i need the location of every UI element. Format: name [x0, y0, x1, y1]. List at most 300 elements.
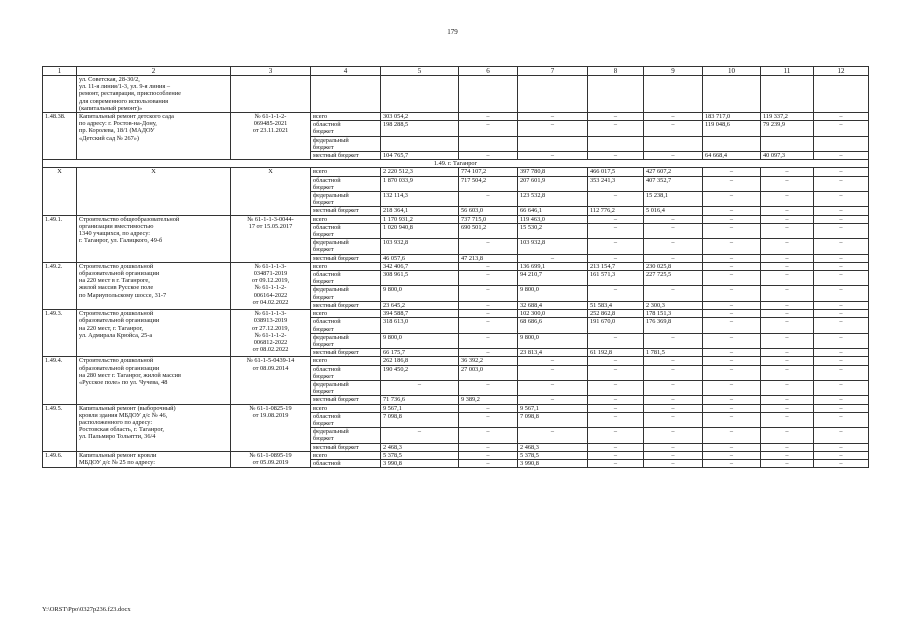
amount-cell: –	[703, 254, 761, 262]
amount-cell: –	[644, 215, 703, 223]
amount-cell: 27 003,0	[459, 365, 518, 380]
funding-source-cell: всего	[311, 168, 381, 176]
amount-cell: 2 468,3	[381, 443, 459, 451]
amount-cell: 46 057,6	[381, 254, 459, 262]
amount-cell: 66 646,1	[518, 207, 588, 215]
object-name-cell: Х	[77, 168, 231, 215]
amount-cell: 717 504,2	[459, 176, 518, 191]
amount-cell: –	[588, 239, 644, 254]
amount-cell: –	[814, 152, 869, 160]
amount-cell: –	[588, 443, 644, 451]
amount-cell: 262 186,8	[381, 357, 459, 365]
amount-cell: 40 097,3	[761, 152, 814, 160]
amount-cell: 5 016,4	[644, 207, 703, 215]
amount-cell: 7 098,8	[381, 412, 459, 427]
amount-cell: 218 364,1	[381, 207, 459, 215]
amount-cell: –	[761, 207, 814, 215]
table-cell	[311, 76, 381, 113]
amount-cell: –	[814, 333, 869, 348]
amount-cell: 136 699,1	[518, 262, 588, 270]
amount-cell: –	[761, 333, 814, 348]
object-name-cell: Капитальный ремонт кровли МБДОУ д/с № 25 по адресу:	[77, 451, 231, 467]
amount-cell: –	[814, 239, 869, 254]
amount-cell: –	[814, 459, 869, 467]
document-ref-cell: № 61-1-1-3-0044- 17 от 15.05.2017	[231, 215, 311, 262]
amount-cell: –	[644, 404, 703, 412]
amount-cell: –	[459, 428, 518, 443]
amount-cell: 32 688,4	[518, 301, 588, 309]
group-header-row	[43, 160, 869, 168]
table-cell	[518, 76, 588, 113]
funding-source-cell: местный бюджет	[311, 301, 381, 309]
amount-cell: –	[814, 271, 869, 286]
funding-source-cell: областной бюджет	[311, 365, 381, 380]
amount-cell: 103 932,8	[518, 239, 588, 254]
amount-cell: 407 352,7	[644, 176, 703, 191]
amount-cell: –	[761, 223, 814, 238]
table-cell	[588, 76, 644, 113]
amount-cell: –	[588, 254, 644, 262]
table-row	[43, 215, 869, 223]
amount-cell: 230 025,8	[644, 262, 703, 270]
amount-cell: 191 670,0	[588, 318, 644, 333]
amount-cell: 15 530,2	[518, 223, 588, 238]
funding-source-cell: всего	[311, 215, 381, 223]
amount-cell: –	[459, 380, 518, 395]
amount-cell: –	[644, 152, 703, 160]
item-number: 1.49.5.	[43, 404, 77, 451]
amount-cell: –	[588, 223, 644, 238]
amount-cell	[761, 136, 814, 151]
table-row	[43, 168, 869, 176]
funding-source-cell: всего	[311, 113, 381, 121]
amount-cell: –	[814, 443, 869, 451]
amount-cell: 23 645,2	[381, 301, 459, 309]
funding-source-cell: всего	[311, 262, 381, 270]
amount-cell: –	[644, 357, 703, 365]
document-ref-cell: Х	[231, 168, 311, 215]
amount-cell: –	[518, 365, 588, 380]
column-number-cell: 8	[588, 67, 644, 76]
object-name-cell: Строительство общеобразовательной организации вместимостью 1340 учащихся, по адресу: г. Таганрог, ул. Галицкого, 49-б	[77, 215, 231, 262]
amount-cell: –	[703, 223, 761, 238]
amount-cell: –	[814, 349, 869, 357]
amount-cell: –	[459, 121, 518, 136]
funding-source-cell: местный бюджет	[311, 254, 381, 262]
amount-cell: –	[588, 380, 644, 395]
group-title: 1.49. г. Таганрог	[43, 160, 869, 168]
amount-cell: 183 717,0	[703, 113, 761, 121]
amount-cell: –	[703, 365, 761, 380]
amount-cell: 252 862,8	[588, 310, 644, 318]
amount-cell: –	[459, 271, 518, 286]
amount-cell: –	[761, 357, 814, 365]
funding-source-cell: местный бюджет	[311, 396, 381, 404]
amount-cell: 397 780,8	[518, 168, 588, 176]
amount-cell: –	[459, 333, 518, 348]
amount-cell: –	[703, 380, 761, 395]
item-number: 1.49.2.	[43, 262, 77, 309]
amount-cell: 198 288,5	[381, 121, 459, 136]
amount-cell: 9 800,0	[381, 333, 459, 348]
amount-cell: –	[703, 310, 761, 318]
amount-cell: 3 990,8	[381, 459, 459, 467]
amount-cell: –	[761, 443, 814, 451]
amount-cell: –	[703, 349, 761, 357]
amount-cell: –	[518, 428, 588, 443]
funding-source-cell: всего	[311, 310, 381, 318]
amount-cell: –	[459, 443, 518, 451]
amount-cell: –	[459, 152, 518, 160]
amount-cell: –	[703, 271, 761, 286]
amount-cell: –	[644, 113, 703, 121]
amount-cell: –	[703, 412, 761, 427]
funding-source-cell: областной бюджет	[311, 271, 381, 286]
amount-cell: 1 020 940,8	[381, 223, 459, 238]
funding-source-cell: местный бюджет	[311, 207, 381, 215]
document-ref-cell: № 61-1-1-3- 034871-2019 от 09.12.2019, № 61-1-1-2- 006164-2022 от 04.02.2022	[231, 262, 311, 309]
amount-cell: –	[703, 318, 761, 333]
amount-cell: –	[644, 286, 703, 301]
amount-cell: –	[459, 301, 518, 309]
amount-cell: –	[703, 459, 761, 467]
amount-cell: –	[381, 428, 459, 443]
amount-cell: –	[644, 451, 703, 459]
amount-cell: –	[459, 412, 518, 427]
amount-cell: –	[588, 428, 644, 443]
amount-cell: –	[761, 349, 814, 357]
funding-source-cell: всего	[311, 404, 381, 412]
object-name-cell: Строительство дошкольной образовательной организации на 280 мест г. Таганрог, жилой массив «Русское поле» по ул. Чучева, 48	[77, 357, 231, 404]
amount-cell: –	[381, 380, 459, 395]
amount-cell: 64 668,4	[703, 152, 761, 160]
amount-cell: –	[703, 286, 761, 301]
amount-cell: –	[459, 310, 518, 318]
amount-cell: –	[814, 192, 869, 207]
object-name-cell: Капитальный ремонт (выборочный) кровли здания МБДОУ д/с № 46, расположенного по адресу: Ростовская область, г. Таганрог, ул. Пальмиро Тольятти, 36/4	[77, 404, 231, 451]
amount-cell: –	[761, 459, 814, 467]
document-ref-cell: № 61-1-0895-19 от 05.09.2019	[231, 451, 311, 467]
amount-cell: 3 990,8	[518, 459, 588, 467]
amount-cell: 9 800,0	[518, 333, 588, 348]
amount-cell: 466 017,5	[588, 168, 644, 176]
amount-cell: 119 337,2	[761, 113, 814, 121]
amount-cell: 318 613,0	[381, 318, 459, 333]
amount-cell: –	[644, 459, 703, 467]
amount-cell: –	[761, 404, 814, 412]
amount-cell: –	[814, 357, 869, 365]
amount-cell: –	[518, 254, 588, 262]
amount-cell: –	[814, 310, 869, 318]
amount-cell: 51 583,4	[588, 301, 644, 309]
amount-cell: –	[761, 365, 814, 380]
amount-cell	[588, 136, 644, 151]
amount-cell: –	[814, 254, 869, 262]
amount-cell: –	[459, 451, 518, 459]
funding-source-cell: местный бюджет	[311, 152, 381, 160]
amount-cell: –	[814, 301, 869, 309]
amount-cell: 227 725,5	[644, 271, 703, 286]
table-cell	[703, 76, 761, 113]
amount-cell: –	[459, 404, 518, 412]
column-number-cell: 11	[761, 67, 814, 76]
amount-cell: –	[644, 239, 703, 254]
item-number: 1.49.4.	[43, 357, 77, 404]
amount-cell: 213 154,7	[588, 262, 644, 270]
amount-cell: 5 378,5	[518, 451, 588, 459]
amount-cell: –	[703, 239, 761, 254]
amount-cell	[814, 136, 869, 151]
amount-cell: –	[459, 318, 518, 333]
table-row	[43, 76, 869, 113]
amount-cell: 61 192,8	[588, 349, 644, 357]
amount-cell: 9 567,1	[381, 404, 459, 412]
amount-cell: –	[814, 113, 869, 121]
amount-cell: 94 210,7	[518, 271, 588, 286]
amount-cell: –	[588, 192, 644, 207]
amount-cell: –	[703, 215, 761, 223]
amount-cell: –	[703, 404, 761, 412]
amount-cell: 132 114,3	[381, 192, 459, 207]
amount-cell: –	[703, 176, 761, 191]
column-number-cell: 1	[43, 67, 77, 76]
amount-cell: –	[518, 113, 588, 121]
funding-source-cell: областной бюджет	[311, 223, 381, 238]
column-number-cell: 5	[381, 67, 459, 76]
amount-cell: –	[814, 215, 869, 223]
table-row	[43, 113, 869, 121]
amount-cell: 353 241,3	[588, 176, 644, 191]
funding-source-cell: областной бюджет	[311, 412, 381, 427]
table-cell	[381, 76, 459, 113]
amount-cell: 308 961,5	[381, 271, 459, 286]
amount-cell: –	[518, 380, 588, 395]
amount-cell: –	[644, 428, 703, 443]
amount-cell: 9 800,0	[518, 286, 588, 301]
amount-cell: –	[703, 428, 761, 443]
amount-cell	[518, 136, 588, 151]
amount-cell: 9 800,0	[381, 286, 459, 301]
column-number-row	[43, 67, 869, 76]
amount-cell	[459, 136, 518, 151]
amount-cell: –	[459, 286, 518, 301]
amount-cell: –	[814, 286, 869, 301]
amount-cell: –	[814, 365, 869, 380]
amount-cell: 36 392,2	[459, 357, 518, 365]
funding-source-cell: федеральный бюджет	[311, 428, 381, 443]
amount-cell: –	[814, 207, 869, 215]
amount-cell: –	[761, 168, 814, 176]
amount-cell: –	[761, 262, 814, 270]
amount-cell: –	[761, 318, 814, 333]
amount-cell: –	[644, 443, 703, 451]
object-name-cell: Строительство дошкольной образовательной организации на 220 мест, г. Таганрог, ул. Адмирала Крюйса, 25-а	[77, 310, 231, 357]
document-ref-cell: № 61-1-0825-19 от 19.08.2019	[231, 404, 311, 451]
amount-cell: 68 686,6	[518, 318, 588, 333]
column-number-cell: 3	[231, 67, 311, 76]
funding-source-cell: областной бюджет	[311, 176, 381, 191]
amount-cell: –	[761, 380, 814, 395]
table-row	[43, 262, 869, 270]
funding-source-cell: местный бюджет	[311, 443, 381, 451]
column-number-cell: 2	[77, 67, 231, 76]
amount-cell: 71 736,6	[381, 396, 459, 404]
amount-cell	[644, 136, 703, 151]
amount-cell: 119 048,6	[703, 121, 761, 136]
amount-cell: –	[588, 215, 644, 223]
amount-cell: 15 238,1	[644, 192, 703, 207]
amount-cell: 1 170 931,2	[381, 215, 459, 223]
amount-cell: –	[588, 286, 644, 301]
amount-cell: –	[588, 121, 644, 136]
amount-cell: –	[588, 357, 644, 365]
amount-cell: –	[459, 239, 518, 254]
funding-source-cell: местный бюджет	[311, 349, 381, 357]
amount-cell: –	[814, 168, 869, 176]
item-number: Х	[43, 168, 77, 215]
amount-cell: –	[703, 333, 761, 348]
amount-cell: –	[644, 254, 703, 262]
amount-cell: –	[588, 451, 644, 459]
document-ref-cell: № 61-1-1-3- 038913-2019 от 27.12.2019, № 61-1-1-2- 006812-2022 от 08.02.2022	[231, 310, 311, 357]
table-cell	[814, 76, 869, 113]
item-number: 1.49.1.	[43, 215, 77, 262]
funding-source-cell: федеральный бюджет	[311, 286, 381, 301]
amount-cell: –	[588, 152, 644, 160]
column-number-cell: 10	[703, 67, 761, 76]
amount-cell: –	[814, 428, 869, 443]
amount-cell: –	[459, 459, 518, 467]
amount-cell: 119 463,0	[518, 215, 588, 223]
amount-cell: –	[814, 451, 869, 459]
table-row	[43, 310, 869, 318]
amount-cell	[703, 136, 761, 151]
amount-cell: –	[761, 310, 814, 318]
amount-cell: –	[644, 223, 703, 238]
column-number-cell: 12	[814, 67, 869, 76]
amount-cell: –	[814, 380, 869, 395]
amount-cell: 1 870 033,9	[381, 176, 459, 191]
column-number-cell: 9	[644, 67, 703, 76]
funding-source-cell: областной бюджет	[311, 121, 381, 136]
amount-cell: –	[644, 121, 703, 136]
amount-cell: –	[703, 262, 761, 270]
amount-cell: 176 369,8	[644, 318, 703, 333]
column-number-cell: 7	[518, 67, 588, 76]
amount-cell: 23 813,4	[518, 349, 588, 357]
amount-cell: –	[814, 176, 869, 191]
amount-cell: 190 450,2	[381, 365, 459, 380]
funding-source-cell: областной бюджет	[311, 318, 381, 333]
amount-cell: –	[644, 333, 703, 348]
amount-cell: –	[588, 412, 644, 427]
amount-cell: –	[588, 365, 644, 380]
amount-cell: 66 175,7	[381, 349, 459, 357]
amount-cell: –	[644, 380, 703, 395]
amount-cell: –	[588, 113, 644, 121]
funding-source-cell: всего	[311, 451, 381, 459]
amount-cell: –	[761, 215, 814, 223]
object-name-cell: Строительство дошкольной образовательной организации на 220 мест в г. Таганроге, жилой массив Русское поле по Мариупольскому шоссе, 31-7	[77, 262, 231, 309]
amount-cell: 427 607,2	[644, 168, 703, 176]
amount-cell: 9 389,2	[459, 396, 518, 404]
table-cell	[761, 76, 814, 113]
item-number: 1.48.38.	[43, 113, 77, 160]
amount-cell: 2 300,3	[644, 301, 703, 309]
amount-cell: 9 567,1	[518, 404, 588, 412]
amount-cell: –	[644, 412, 703, 427]
amount-cell: –	[761, 301, 814, 309]
amount-cell: –	[814, 223, 869, 238]
amount-cell: –	[703, 357, 761, 365]
footer-file-path: Y:\ORST\Ppo\0327p236.f23.docx	[42, 606, 131, 613]
table-cell	[43, 76, 77, 113]
amount-cell: –	[814, 121, 869, 136]
amount-cell: –	[459, 192, 518, 207]
amount-cell: –	[459, 262, 518, 270]
amount-cell: –	[761, 428, 814, 443]
amount-cell: –	[703, 207, 761, 215]
amount-cell: 102 300,0	[518, 310, 588, 318]
amount-cell: 123 532,8	[518, 192, 588, 207]
table-cell	[459, 76, 518, 113]
amount-cell: 47 213,8	[459, 254, 518, 262]
funding-source-cell: всего	[311, 357, 381, 365]
object-name-cell: ул. Советская, 28-30/2, ул. 11-я линия/1-3, ул. 9-я линия – ремонт, реставрация, приспособление для современного использования (капитальный ремонт)»	[77, 76, 231, 113]
amount-cell: 161 571,3	[588, 271, 644, 286]
amount-cell: –	[703, 443, 761, 451]
amount-cell: 104 765,7	[381, 152, 459, 160]
amount-cell: –	[588, 459, 644, 467]
amount-cell: –	[588, 404, 644, 412]
budget-table	[42, 66, 869, 468]
amount-cell: 342 406,7	[381, 262, 459, 270]
amount-cell: –	[703, 451, 761, 459]
amount-cell: 207 601,9	[518, 176, 588, 191]
amount-cell: –	[761, 396, 814, 404]
column-number-cell: 4	[311, 67, 381, 76]
amount-cell: 7 098,8	[518, 412, 588, 427]
funding-source-cell: федеральный бюджет	[311, 192, 381, 207]
amount-cell: –	[459, 113, 518, 121]
amount-cell: –	[814, 404, 869, 412]
item-number: 1.49.6.	[43, 451, 77, 467]
table-cell	[644, 76, 703, 113]
amount-cell: –	[761, 286, 814, 301]
amount-cell: –	[761, 271, 814, 286]
amount-cell: 56 603,0	[459, 207, 518, 215]
amount-cell: 2 468,3	[518, 443, 588, 451]
amount-cell	[381, 136, 459, 151]
amount-cell: –	[518, 121, 588, 136]
amount-cell: –	[814, 262, 869, 270]
amount-cell: –	[644, 396, 703, 404]
amount-cell: –	[703, 301, 761, 309]
amount-cell: –	[761, 239, 814, 254]
amount-cell: 5 378,5	[381, 451, 459, 459]
amount-cell: –	[703, 396, 761, 404]
amount-cell: –	[588, 333, 644, 348]
document-ref-cell: № 61-1-1-2- 069485-2021 от 23.11.2021	[231, 113, 311, 160]
amount-cell: 178 151,3	[644, 310, 703, 318]
funding-source-cell: федеральный бюджет	[311, 333, 381, 348]
document-ref-cell: № 61-1-5-0439-14 от 08.09.2014	[231, 357, 311, 404]
amount-cell: –	[814, 412, 869, 427]
amount-cell: –	[644, 365, 703, 380]
amount-cell: –	[761, 192, 814, 207]
amount-cell: –	[703, 168, 761, 176]
object-name-cell: Капитальный ремонт детского сада по адресу: г. Ростов-на-Дону, пр. Королева, 18/1 (МАДОУ «Детский сад № 267»)	[77, 113, 231, 160]
